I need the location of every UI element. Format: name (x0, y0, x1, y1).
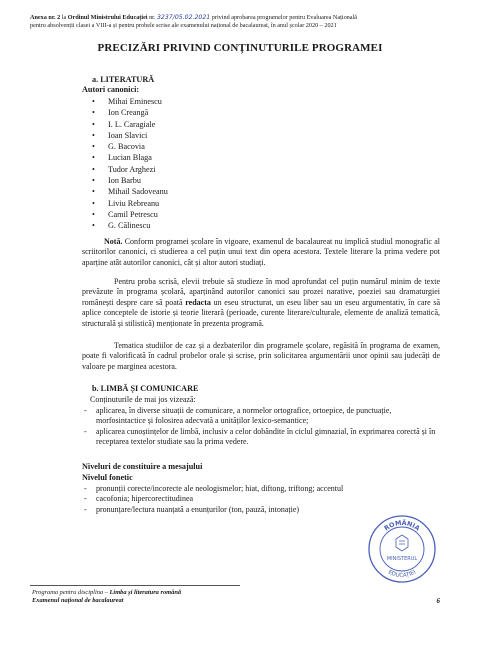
official-stamp-icon (366, 513, 438, 585)
footer-subject: Limba și literatura română (109, 589, 182, 596)
list-item: - cacofonia; hipercorectitudinea (82, 494, 382, 504)
header-anexa: Anexa nr. 2 (30, 14, 61, 21)
list-item: • I. L. Caragiale (92, 119, 168, 130)
page-title: PRECIZĂRI PRIVIND CONȚINUTURILE PROGRAMEI (97, 42, 383, 54)
list-item: • G. Bacovia (92, 141, 168, 152)
nota-text: Conform programei școlare în vigoare, examenul de bacalaureat nu implică studiul monografic al scriitorilor canonici, ci studierea a cel puțin unui text din opera acestora. Textele literare la prima vedere pot aparține atât autorilor canonici, cât și altor autori studiați. (82, 237, 440, 267)
list-item: • Ion Creangă (92, 107, 168, 118)
nota-label: Notă. (104, 237, 123, 246)
niveluri-heading: Niveluri de constituire a mesajului (82, 462, 203, 471)
page-number: 6 (436, 597, 440, 605)
footer-text: Programa pentru disciplina – (32, 589, 110, 596)
list-item: • Camil Petrescu (92, 209, 168, 220)
list-item: • Ioan Slavici (92, 130, 168, 141)
header-la: la (61, 14, 67, 21)
list-item: - pronunții corecte/incorecte ale neologismelor; hiat, diftong, triftong; accentul (82, 484, 382, 494)
footer-line-1 (32, 589, 181, 597)
list-item: • Lucian Blaga (92, 152, 168, 163)
header-rest: privind aprobarea programelor pentru Evaluarea Națională (211, 14, 357, 21)
header-line-2: pentru absolvenții clasei a VIII-a și pentru probele scrise ale examenului național de bacalaureat, în anul școlar 2020 – 2021 (30, 22, 337, 29)
fonetic-heading: Nivelul fonetic (82, 473, 133, 482)
tematica-paragraph: Tematica studiilor de caz și a dezbaterilor din programele școlare, regăsită în programa de examen, poate fi valorificată în cadrul probelor orale și scrise, prin solicitarea argumentării unor opinii sau judecăți de valoare pe marginea acestora. (82, 341, 440, 371)
page-header (30, 14, 450, 30)
list-item: • Ion Barbu (92, 175, 168, 186)
header-ordin: Ordinul Ministrului Educației (67, 14, 148, 21)
page-footer (32, 589, 181, 606)
canonical-authors-list (92, 96, 168, 232)
section-b-list (82, 406, 440, 448)
list-item: • G. Călinescu (92, 220, 168, 231)
list-item: • Mihai Eminescu (92, 96, 168, 107)
section-b-intro: Conținuturile de mai jos vizează: (90, 395, 196, 404)
handwritten-order-number: 3237/05.02.2021 (156, 14, 211, 21)
proba-scrisa-paragraph (82, 277, 440, 329)
svg-text:ROMÂNIA (383, 518, 422, 533)
section-a-subheading: Autori canonici: (82, 85, 140, 94)
section-a-heading: a. LITERATURĂ (92, 75, 155, 84)
nota-paragraph (82, 237, 440, 268)
list-item: • Liviu Rebreanu (92, 198, 168, 209)
list-item: • Tudor Arghezi (92, 164, 168, 175)
paragraph-text: Pentru proba scrisă, elevii trebuie să studieze în mod aprofundat cel puțin numărul minim de texte prevăzute în programa școlară, aparținând autorilor canonici sau prozei narative, poeziei sau dramaturgiei românești despre care să poată (82, 277, 440, 307)
paragraph-text: un eseu structurat, un eseu liber sau un eseu argumentativ, în care să aplice conceptele de istorie și teorie literară (perioade, curente literare/culturale, elemente de analiză tematică, structurală și stilistică) menționate în prezenta programă. (82, 297, 440, 328)
header-nr-prefix: nr. (149, 14, 156, 21)
list-item: • Mihail Sadoveanu (92, 186, 168, 197)
footer-divider (30, 585, 240, 586)
fonetic-list (82, 484, 382, 515)
bold-word: redacta (185, 297, 211, 307)
list-item: - aplicarea cunoștințelor de limbă, inclusiv a celor dobândite în ciclul gimnazial, în exprimarea corectă și în receptarea textelor studiate sau la prima vedere. (82, 427, 440, 448)
list-item: - pronunțare/lectura nuanțată a enunțurilor (ton, pauză, intonație) (82, 505, 382, 515)
stamp-center-text: MINISTERUL (386, 556, 418, 562)
stamp-bottom-text: EDUCAȚIEI (386, 569, 418, 580)
footer-line-2: Examenul național de bacalaureat (32, 597, 124, 605)
list-item: - aplicarea, în diverse situații de comunicare, a normelor ortografice, ortoepice, de punctuație, morfosintactice și folosirea adecvată a unităților lexico-semantice; (82, 406, 440, 427)
stamp-top-text: ROMÂNIA (382, 518, 422, 533)
section-b-heading: b. LIMBĂ ȘI COMUNICARE (92, 384, 199, 393)
